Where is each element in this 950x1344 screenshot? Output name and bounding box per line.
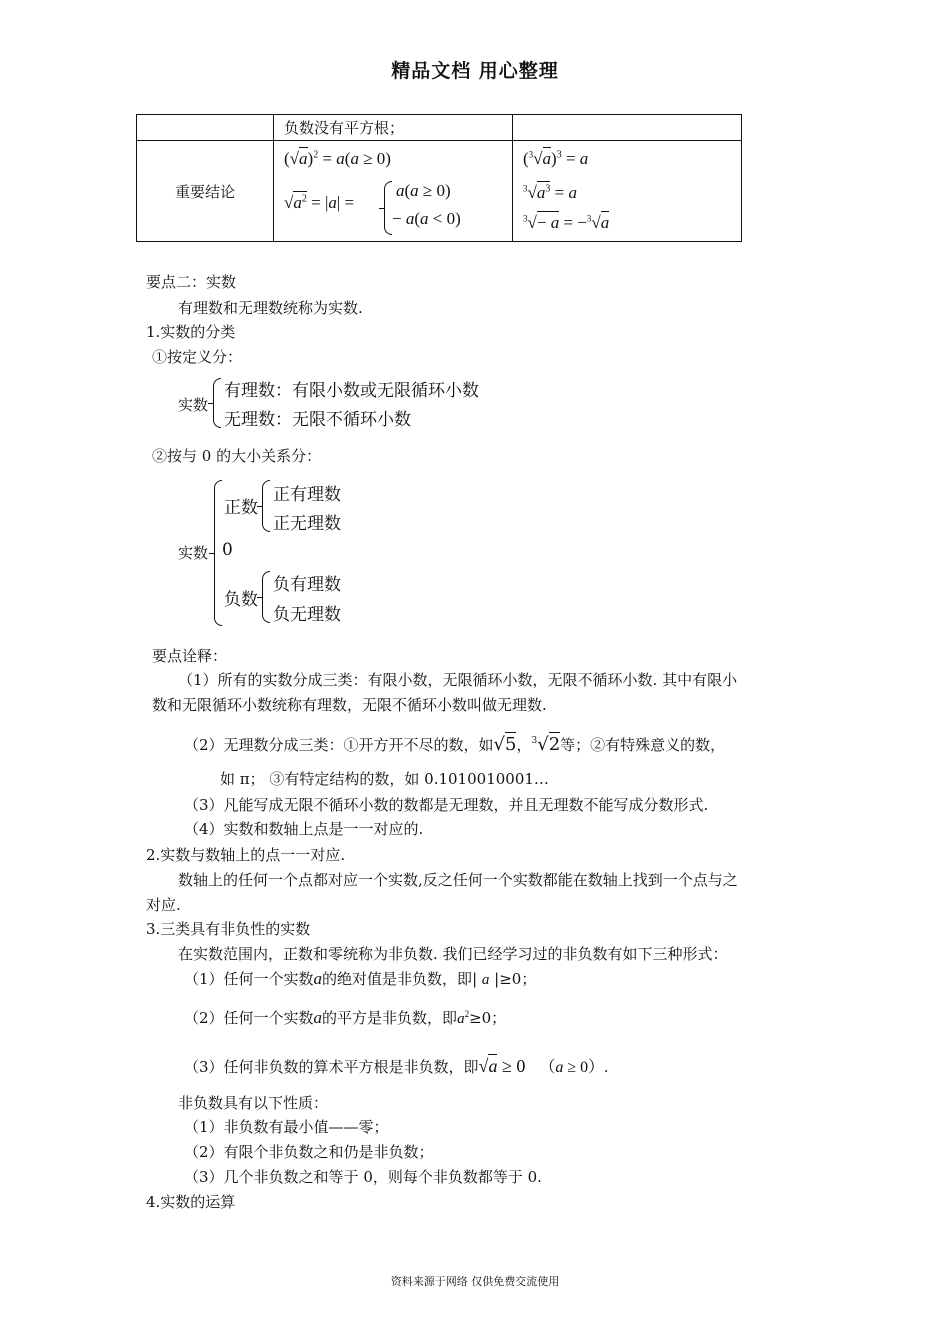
note-1-line-2: 数和无限循环小数统称有理数，无限不循环小数叫做无理数. xyxy=(152,696,547,714)
nn1-text-c: ≥0； xyxy=(499,970,537,988)
piecewise-case-negative: − a(a < 0) xyxy=(392,209,461,228)
table-cell-empty xyxy=(513,115,742,141)
table-cell-empty xyxy=(137,115,274,141)
note-4: （4）实数和数轴上点是一一对应的. xyxy=(184,820,424,838)
formula-cube-root-of-cube: $^3√a^3 = a$ xyxy=(523,183,577,202)
page-header: 精品文档 用心整理 xyxy=(391,60,559,82)
nonnegative-form-1 xyxy=(184,968,536,989)
tree-leaf-neg-rational: 负有理数 xyxy=(273,575,341,595)
note-2-line-1 xyxy=(184,734,725,755)
tree-leaf-pos-irrational: 正无理数 xyxy=(273,514,341,534)
nn2-text-a: （2）任何一个实数 xyxy=(184,1009,314,1027)
page-footer: 资料来源于网络 仅供免费交流使用 xyxy=(390,1275,560,1288)
tree-node-positive: 正数 xyxy=(224,498,258,518)
notes-title: 要点诠释： xyxy=(152,647,228,665)
nonnegative-form-3 xyxy=(184,1054,608,1077)
var-a: a xyxy=(313,1008,323,1027)
nn1-text-b: 的绝对值是非负数，即 xyxy=(322,970,473,988)
subsection-title: 2.实数与数轴上的点一一对应. xyxy=(146,846,346,864)
property-3: （3）几个非负数之和等于 0，则每个非负数都等于 0. xyxy=(184,1168,542,1186)
condition-a-nonnegative: （a ≥ 0）. xyxy=(539,1059,609,1076)
formula-root-of-square: $√a^2 = |a|$ = xyxy=(284,193,355,212)
item-2-line-1: 数轴上的任何一个点都对应一个实数,反之任何一个实数都能在数轴上找到一个点与之 xyxy=(178,871,738,889)
tree-leaf-pos-rational: 正有理数 xyxy=(273,485,341,505)
piecewise-case-nonnegative: a(a ≥ 0) xyxy=(396,181,451,200)
classification-heading: ②按与 0 的大小关系分： xyxy=(152,447,322,465)
subsection-title: 3.三类具有非负性的实数 xyxy=(146,920,311,938)
nn3-text-a: （3）任何非负数的算术平方根是非负数，即 xyxy=(184,1058,479,1076)
property-2: （2）有限个非负数之和仍是非负数； xyxy=(184,1143,434,1161)
abs-a: | a | xyxy=(472,970,500,988)
nn1-text-a: （1）任何一个实数 xyxy=(184,970,314,988)
property-1: （1）非负数有最小值——零； xyxy=(184,1118,389,1136)
properties-title: 非负数具有以下性质： xyxy=(178,1094,329,1112)
formula-square-of-root: $(√a)^2 = a(a \ge 0)$ xyxy=(284,149,391,168)
nn2-text-b: 的平方是非负数，即 xyxy=(322,1009,458,1027)
tree-node-zero: 0 xyxy=(222,540,233,560)
table-cell-negative-no-root: 负数没有平方根； xyxy=(274,115,513,141)
brace-negative xyxy=(262,571,270,623)
brace-positive xyxy=(262,480,270,532)
note-2-line-2: 如 π； ③有特定结构的数，如 0.1010010001… xyxy=(220,770,549,788)
section-title: 要点二：实数 xyxy=(146,273,237,291)
piecewise-brace xyxy=(384,181,392,235)
tree-root-label: 实数 xyxy=(178,396,209,414)
note-2-end: 等；②有特殊意义的数， xyxy=(560,736,726,754)
formula-cube-root-of-negative: $^3$√− a = −$^3$√a xyxy=(523,213,610,232)
sqrt-5: √5 xyxy=(493,734,517,755)
cbrt-2: $^3$√2 xyxy=(531,734,561,755)
table-cell-square-root-formulas xyxy=(274,141,513,242)
nonnegative-form-2 xyxy=(184,1007,506,1028)
tree-leaf-irrational: 无理数：无限不循环小数 xyxy=(224,410,411,430)
var-a: a xyxy=(313,969,323,988)
table-cell-cube-root-formulas xyxy=(513,141,742,242)
subsection-title: 1.实数的分类 xyxy=(146,323,236,341)
note-1-line-1: （1）所有的实数分成三类：有限小数，无限循环小数，无限不循环小数. 其中有限小 xyxy=(178,671,738,689)
table-cell-conclusion-label: 重要结论 xyxy=(137,141,274,242)
note-2-text: （2）无理数分成三类：①开方开不尽的数，如 xyxy=(184,736,494,754)
note-3: （3）凡能写成无限不循环小数的数都是无理数，并且无理数不能写成分数形式. xyxy=(184,796,709,814)
item-3-intro: 在实数范围内，正数和零统称为非负数. 我们已经学习过的非负数有如下三种形式： xyxy=(178,945,728,963)
definition-text: 有理数和无理数统称为实数. xyxy=(178,299,363,317)
tree-leaf-rational: 有理数：有限小数或无限循环小数 xyxy=(224,381,479,401)
brace-size-main xyxy=(214,480,222,626)
note-2-comma: ， xyxy=(516,736,532,754)
sqrt-a-nonnegative: √a ≥ 0 xyxy=(478,1056,526,1076)
conclusion-table xyxy=(136,114,742,242)
subsection-title: 4.实数的运算 xyxy=(146,1193,236,1211)
brace-definition xyxy=(213,378,221,428)
tree-node-negative: 负数 xyxy=(224,590,258,610)
formula-cube-of-cube-root: $(^3√a)^3 = a$ xyxy=(523,149,589,168)
nn2-text-c: ≥0； xyxy=(469,1009,507,1027)
item-2-line-2: 对应. xyxy=(146,896,181,914)
a-squared: $a^2$ xyxy=(457,1009,470,1027)
tree-root-label: 实数 xyxy=(178,544,209,562)
tree-leaf-neg-irrational: 负无理数 xyxy=(273,605,341,625)
classification-heading: ①按定义分： xyxy=(152,348,243,366)
